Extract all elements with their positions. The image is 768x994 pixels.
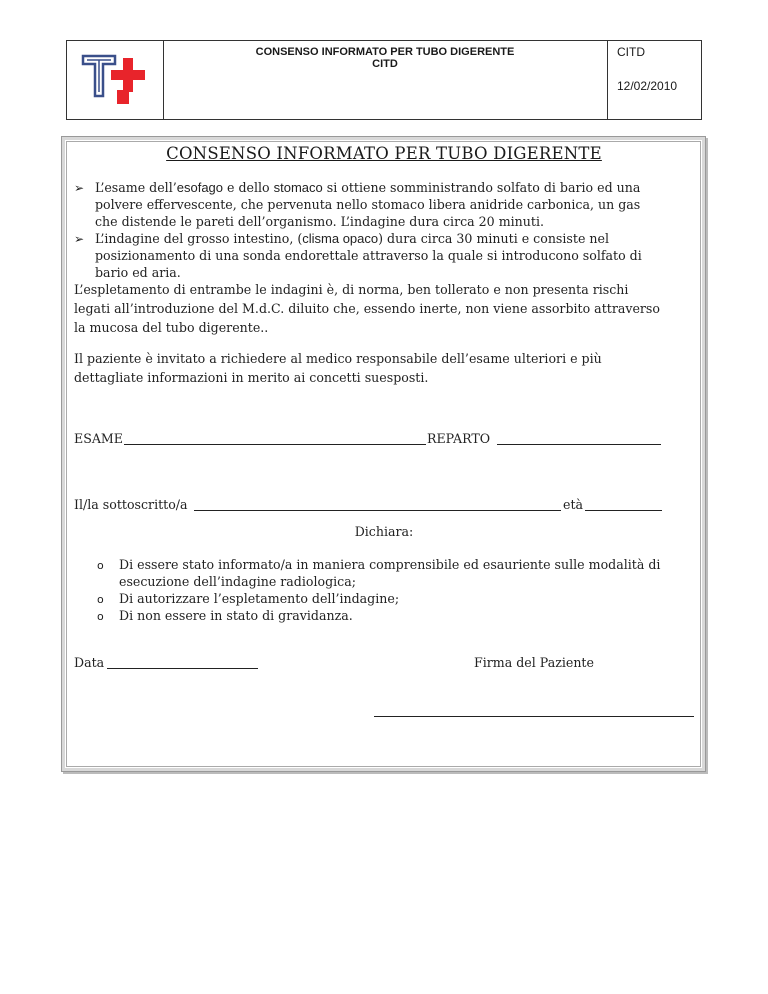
term-esofago: esofago	[176, 180, 224, 195]
declaration-1-line2: esecuzione dell’indagine radiologica;	[119, 574, 356, 589]
reparto-field[interactable]	[497, 444, 661, 445]
esame-field[interactable]	[124, 444, 426, 445]
arrow-bullet-icon: ➢	[74, 232, 85, 246]
header-code-cell	[608, 41, 701, 119]
bullet2-text-b: ) dura circa 30 minuti e consiste nel	[378, 231, 609, 246]
sottoscritto-field[interactable]	[194, 510, 561, 511]
bullet1-text-b: e dello	[223, 180, 274, 195]
data-field[interactable]	[107, 668, 258, 669]
para2-line1: Il paziente è invitato a richiedere al medico responsabile dell’esame ulteriori e più	[74, 351, 602, 366]
circle-bullet-icon: o	[97, 593, 104, 606]
header-title: CONSENSO INFORMATO PER TUBO DIGERENTE	[255, 46, 515, 58]
document-header	[66, 40, 702, 120]
document-date: 12/02/2010	[617, 79, 678, 93]
bullet2-line2: posizionamento di una sonda endorettale attraverso la quale si introducono solfato di	[95, 248, 642, 263]
reparto-label: REPARTO	[427, 431, 491, 446]
header-subtitle: CITD	[372, 58, 398, 70]
firma-field[interactable]	[374, 716, 694, 717]
bullet1-line3: che distende le pareti dell’organismo. L’indagine dura circa 20 minuti.	[95, 214, 544, 229]
bullet2-line3: bario ed aria.	[95, 265, 181, 280]
logo-cell	[67, 41, 164, 119]
document-code: CITD	[617, 45, 645, 59]
para2-line2: dettagliate informazioni in merito ai concetti suesposti.	[74, 370, 429, 385]
hospital-cross-logo	[81, 50, 149, 110]
bullet2-line1	[95, 230, 609, 247]
declaration-3: Di non essere in stato di gravidanza.	[119, 608, 353, 623]
bullet1-line2: polvere effervescente, che pervenuta nello stomaco libera anidride carbonica, un gas	[95, 197, 641, 212]
bullet1-text-a: L’esame dell’	[95, 180, 177, 195]
circle-bullet-icon: o	[97, 610, 104, 623]
header-title-cell	[163, 41, 608, 119]
arrow-bullet-icon: ➢	[74, 181, 85, 195]
dichiara-label: Dichiara:	[354, 524, 414, 539]
circle-bullet-icon: o	[97, 559, 104, 572]
term-clisma-opaco: clisma opaco	[302, 231, 379, 246]
para1-line2: legati all’introduzione del M.d.C. diluito che, essendo inerte, non viene assorbito attraverso	[74, 301, 660, 316]
term-stomaco: stomaco	[273, 180, 323, 195]
firma-label: Firma del Paziente	[474, 655, 594, 670]
esame-label: ESAME	[74, 431, 124, 446]
bullet1-text-c: si ottiene somministrando solfato di bario ed una	[322, 180, 641, 195]
declaration-1-line1: Di essere stato informato/a in maniera comprensibile ed esauriente sulle modalità di	[119, 557, 661, 572]
data-label: Data	[74, 655, 105, 670]
declaration-2: Di autorizzare l’espletamento dell’indagine;	[119, 591, 400, 606]
para1-line3: la mucosa del tubo digerente..	[74, 320, 269, 335]
bullet1-line1	[95, 179, 640, 196]
para1-line1: L’espletamento di entrambe le indagini è, di norma, ben tollerato e non presenta rischi	[74, 282, 629, 297]
eta-label: età	[563, 497, 584, 512]
bullet2-text-a: L’indagine del grosso intestino, (	[95, 231, 303, 246]
sottoscritto-label: Il/la sottoscritto/a	[74, 497, 188, 512]
eta-field[interactable]	[585, 510, 662, 511]
document-title: CONSENSO INFORMATO PER TUBO DIGERENTE	[166, 144, 602, 163]
